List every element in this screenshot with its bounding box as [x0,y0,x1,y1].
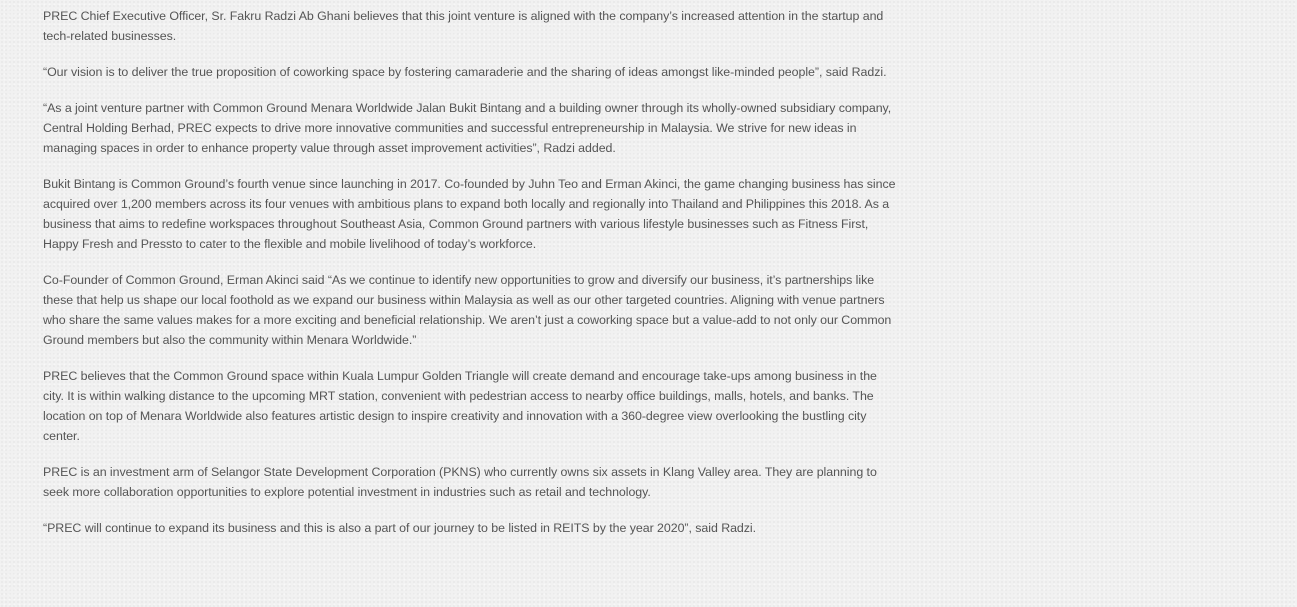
paragraph-reits-quote: “PREC will continue to expand its business and this is also a part of our journey to be listed in REITS by the year 2020”, said Radzi. [43,521,757,535]
paragraph-investment-arm: PREC is an investment arm of Selangor State Development Corporation (PKNS) who currently owns six assets in Klang Valley area. They are planning to seek more collaboration opportunities to explore potential investment in industries such as retail and technology. [43,465,877,499]
paragraph-joint-venture-quote: “As a joint venture partner with Common Ground Menara Worldwide Jalan Bukit Bintang and a building owner through its wholly-owned subsidiary company, Central Holding Berhad, PREC expects to drive more innovative communities and successful entrepreneurship in Malaysia. We strive for new ideas in managing spaces in order to enhance property value through asset improvement activities”, Radzi added. [43,101,892,155]
article-body [43,6,901,554]
paragraph-vision-quote: “Our vision is to deliver the true proposition of coworking space by fostering camaraderie and the sharing of ideas amongst like-minded people”, said Radzi. [43,65,887,79]
paragraph-ceo-statement: PREC Chief Executive Officer, Sr. Fakru Radzi Ab Ghani believes that this joint venture is aligned with the company’s increased attention in the startup and tech-related businesses. [43,9,884,43]
paragraph-bukit-bintang-venue: Bukit Bintang is Common Ground’s fourth venue since launching in 2017. Co-founded by Juhn Teo and Erman Akinci, the game changing business has since acquired over 1,200 members across its four venues with ambitious plans to expand both locally and regionally into Thailand and Philippines this 2018. As a business that aims to redefine workspaces throughout Southeast Asia, Common Ground partners with various lifestyle businesses such as Fitness First, Happy Fresh and Pressto to cater to the flexible and mobile livelihood of today’s workforce. [43,177,896,251]
paragraph-golden-triangle: PREC believes that the Common Ground space within Kuala Lumpur Golden Triangle will create demand and encourage take-ups among business in the city. It is within walking distance to the upcoming MRT station, convenient with pedestrian access to nearby office buildings, malls, hotels, and banks. The location on top of Menara Worldwide also features artistic design to inspire creativity and innovation with a 360-degree view overlooking the bustling city center. [43,369,877,443]
paragraph-cofounder-quote: Co-Founder of Common Ground, Erman Akinci said “As we continue to identify new opportunities to grow and diversify our business, it’s partnerships like these that help us shape our local foothold as we expand our business within Malaysia as well as our other targeted countries. Aligning with venue partners who share the same values makes for a more exciting and beneficial relationship. We aren’t just a coworking space but a value-add to not only our Common Ground members but also the community within Menara Worldwide.” [43,273,892,347]
